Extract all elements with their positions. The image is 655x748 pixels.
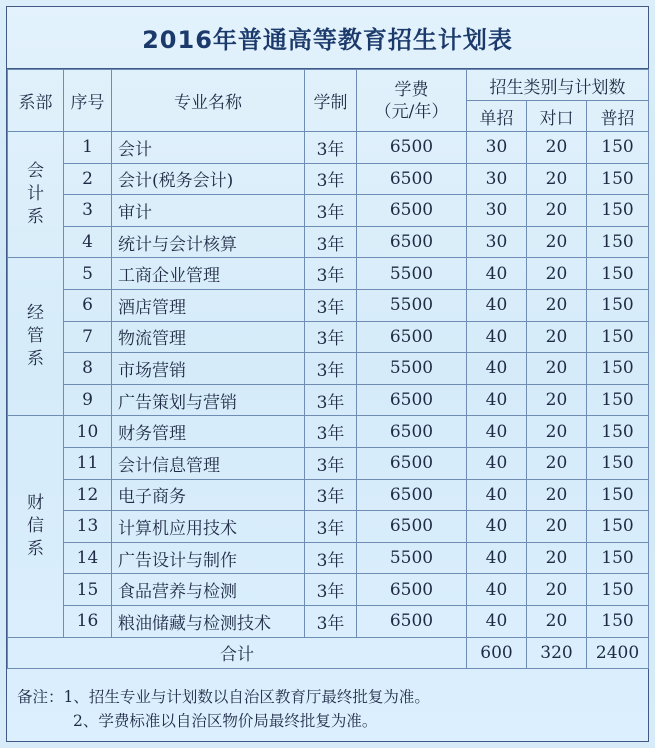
fee-cell: 6500: [357, 195, 467, 227]
pz-cell: 150: [587, 416, 649, 448]
seq-cell: 14: [64, 542, 112, 574]
header-dept: 系部: [8, 70, 64, 132]
dz-cell: 40: [467, 321, 527, 353]
duration-cell: 3年: [305, 195, 357, 227]
duration-cell: 3年: [305, 384, 357, 416]
header-plan-type-pz: 普招: [587, 101, 649, 132]
header-fee: [357, 70, 467, 132]
major-cell: 酒店管理: [112, 289, 305, 321]
seq-cell: 8: [64, 353, 112, 385]
pz-cell: 150: [587, 163, 649, 195]
dk-cell: 20: [527, 447, 587, 479]
dept-name-char: 财: [27, 492, 44, 513]
major-cell: 市场营销: [112, 353, 305, 385]
dk-cell: 20: [527, 258, 587, 290]
seq-cell: 5: [64, 258, 112, 290]
seq-cell: 10: [64, 416, 112, 448]
pz-cell: 150: [587, 289, 649, 321]
dk-cell: 20: [527, 574, 587, 606]
header-fee-line2: （元/年）: [374, 101, 449, 122]
dz-cell: 30: [467, 163, 527, 195]
fee-cell: 6500: [357, 605, 467, 637]
dz-cell: 40: [467, 447, 527, 479]
table-row: [8, 163, 649, 195]
header-plan-type-dk: 对口: [527, 101, 587, 132]
seq-cell: 7: [64, 321, 112, 353]
dk-cell: 20: [527, 511, 587, 543]
table-row: [8, 447, 649, 479]
header-plan-group: 招生类别与计划数: [467, 70, 649, 101]
header-plan-type-dz: 单招: [467, 101, 527, 132]
fee-cell: 6500: [357, 479, 467, 511]
major-cell: 广告策划与营销: [112, 384, 305, 416]
table-row: [8, 226, 649, 258]
seq-cell: 1: [64, 132, 112, 164]
note-line-2: 2、学费标准以自治区物价局最终批复为准。: [73, 712, 378, 730]
dk-cell: 20: [527, 384, 587, 416]
seq-cell: 6: [64, 289, 112, 321]
dk-cell: 20: [527, 226, 587, 258]
table-row: [8, 416, 649, 448]
fee-cell: 6500: [357, 574, 467, 606]
major-cell: 电子商务: [112, 479, 305, 511]
table-row: [8, 384, 649, 416]
dz-cell: 40: [467, 511, 527, 543]
enrollment-table: [7, 69, 649, 669]
fee-cell: 6500: [357, 132, 467, 164]
dz-cell: 40: [467, 416, 527, 448]
table-row: [8, 289, 649, 321]
duration-cell: 3年: [305, 479, 357, 511]
table-row: [8, 605, 649, 637]
fee-cell: 5500: [357, 289, 467, 321]
major-cell: 工商企业管理: [112, 258, 305, 290]
dz-cell: 40: [467, 384, 527, 416]
dk-cell: 20: [527, 163, 587, 195]
dept-name-char: 系: [27, 349, 44, 370]
total-row: [8, 637, 649, 668]
pz-cell: 150: [587, 132, 649, 164]
major-cell: 统计与会计核算: [112, 226, 305, 258]
pz-cell: 150: [587, 574, 649, 606]
dk-cell: 20: [527, 605, 587, 637]
dept-cell: [8, 416, 64, 637]
dk-cell: 20: [527, 132, 587, 164]
seq-cell: 16: [64, 605, 112, 637]
table-row: [8, 258, 649, 290]
duration-cell: 3年: [305, 542, 357, 574]
table-row: [8, 511, 649, 543]
pz-cell: 150: [587, 605, 649, 637]
dk-cell: 20: [527, 353, 587, 385]
total-label: 合计: [8, 637, 467, 668]
pz-cell: 150: [587, 384, 649, 416]
major-cell: 会计: [112, 132, 305, 164]
dept-name-char: 系: [27, 538, 44, 559]
pz-cell: 150: [587, 195, 649, 227]
seq-cell: 12: [64, 479, 112, 511]
dk-cell: 20: [527, 195, 587, 227]
pz-cell: 150: [587, 479, 649, 511]
fee-cell: 5500: [357, 258, 467, 290]
dz-cell: 40: [467, 479, 527, 511]
seq-cell: 2: [64, 163, 112, 195]
enrollment-plan-document: [6, 6, 649, 742]
dept-name-char: 管: [27, 326, 44, 347]
dz-cell: 30: [467, 132, 527, 164]
major-cell: 财务管理: [112, 416, 305, 448]
note-line-1: 备注：1、招生专业与计划数以自治区教育厅最终批复为准。: [17, 688, 430, 706]
pz-cell: 150: [587, 447, 649, 479]
table-row: [8, 195, 649, 227]
duration-cell: 3年: [305, 574, 357, 606]
duration-cell: 3年: [305, 416, 357, 448]
fee-cell: 6500: [357, 384, 467, 416]
duration-cell: 3年: [305, 289, 357, 321]
fee-cell: 5500: [357, 542, 467, 574]
duration-cell: 3年: [305, 447, 357, 479]
fee-cell: 6500: [357, 447, 467, 479]
major-cell: 会计(税务会计): [112, 163, 305, 195]
fee-cell: 6500: [357, 163, 467, 195]
notes: [7, 675, 648, 741]
header-seq: 序号: [64, 70, 112, 132]
major-cell: 审计: [112, 195, 305, 227]
duration-cell: 3年: [305, 353, 357, 385]
table-row: [8, 542, 649, 574]
table-row: [8, 574, 649, 606]
dept-name-char: 会: [27, 161, 44, 182]
dz-cell: 40: [467, 574, 527, 606]
total-dk: 320: [527, 637, 587, 668]
pz-cell: 150: [587, 258, 649, 290]
header-major: 专业名称: [112, 70, 305, 132]
dz-cell: 30: [467, 226, 527, 258]
dk-cell: 20: [527, 416, 587, 448]
fee-cell: 6500: [357, 511, 467, 543]
pz-cell: 150: [587, 511, 649, 543]
table-row: [8, 321, 649, 353]
fee-cell: 6500: [357, 226, 467, 258]
duration-cell: 3年: [305, 132, 357, 164]
fee-cell: 6500: [357, 416, 467, 448]
seq-cell: 15: [64, 574, 112, 606]
dk-cell: 20: [527, 542, 587, 574]
dk-cell: 20: [527, 479, 587, 511]
seq-cell: 9: [64, 384, 112, 416]
major-cell: 食品营养与检测: [112, 574, 305, 606]
total-dz: 600: [467, 637, 527, 668]
page-title: 2016年普通高等教育招生计划表: [7, 7, 648, 69]
table-body: [8, 132, 649, 638]
dz-cell: 40: [467, 605, 527, 637]
dept-cell: [8, 258, 64, 416]
duration-cell: 3年: [305, 605, 357, 637]
dk-cell: 20: [527, 289, 587, 321]
pz-cell: 150: [587, 226, 649, 258]
header-fee-line1: 学费: [394, 79, 429, 100]
duration-cell: 3年: [305, 321, 357, 353]
dept-name-char: 系: [27, 207, 44, 228]
duration-cell: 3年: [305, 511, 357, 543]
major-cell: 广告设计与制作: [112, 542, 305, 574]
duration-cell: 3年: [305, 226, 357, 258]
dz-cell: 40: [467, 258, 527, 290]
pz-cell: 150: [587, 542, 649, 574]
fee-cell: 6500: [357, 321, 467, 353]
seq-cell: 11: [64, 447, 112, 479]
table-row: [8, 353, 649, 385]
duration-cell: 3年: [305, 163, 357, 195]
major-cell: 物流管理: [112, 321, 305, 353]
fee-cell: 5500: [357, 353, 467, 385]
seq-cell: 3: [64, 195, 112, 227]
duration-cell: 3年: [305, 258, 357, 290]
dept-cell: [8, 132, 64, 258]
dept-name-char: 信: [27, 515, 44, 536]
dz-cell: 40: [467, 289, 527, 321]
dz-cell: 30: [467, 195, 527, 227]
seq-cell: 13: [64, 511, 112, 543]
table-row: [8, 132, 649, 164]
dept-name-char: 计: [27, 184, 44, 205]
dz-cell: 40: [467, 353, 527, 385]
table-row: [8, 479, 649, 511]
total-pz: 2400: [587, 637, 649, 668]
dk-cell: 20: [527, 321, 587, 353]
dz-cell: 40: [467, 542, 527, 574]
dept-name-char: 经: [27, 303, 44, 324]
pz-cell: 150: [587, 321, 649, 353]
major-cell: 粮油储藏与检测技术: [112, 605, 305, 637]
major-cell: 计算机应用技术: [112, 511, 305, 543]
pz-cell: 150: [587, 353, 649, 385]
major-cell: 会计信息管理: [112, 447, 305, 479]
header-duration: 学制: [305, 70, 357, 132]
seq-cell: 4: [64, 226, 112, 258]
